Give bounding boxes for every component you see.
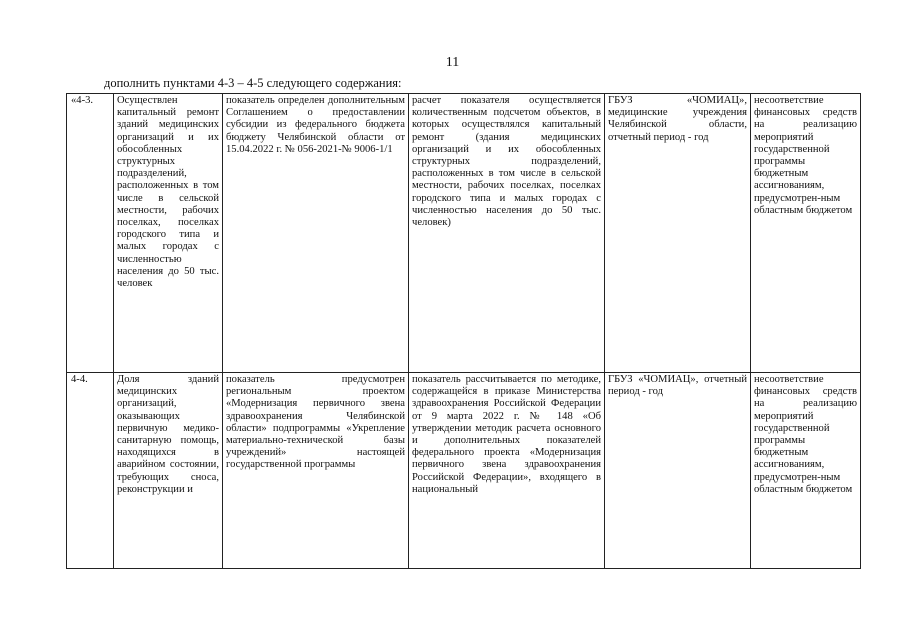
row-number: 4-4. [67,373,114,569]
data-source: ГБУЗ «ЧОМИАЦ», медицинские учреждения Челябинской области, отчетный период - год [605,94,751,373]
calculation-method: показатель рассчитывается по методике, содержащейся в приказе Министерства здравоохранения Российской Федерации от 9 марта 2022 г. № 148 «Об утверждении методик расчета основного и дополнительных показателей федерального проекта «Модернизация первичного звена здравоохранения Российской Федерации», входящего в национальный [409,373,605,569]
risk-factor: несоответствие финансовых средств на реализацию мероприятий государственной программы бюджетным ассигнованиям, предусмотрен-ным областным бюджетом [751,94,861,373]
row-number: «4-3. [67,94,114,373]
indicator-name: Доля зданий медицинских организаций, оказывающих первичную медико-санитарную помощь, находящихся в аварийном состоянии, требующих сноса, реконструкции и [114,373,223,569]
table-row [67,373,861,569]
intro-text: дополнить пунктами 4-3 – 4-5 следующего содержания: [104,76,402,90]
indicator-name: Осуществлен капитальный ремонт зданий медицинских организаций и их обособленных структурных подразделений, расположенных в том числе в сельской местности, рабочих поселках, поселках городского типа и малых городах с численностью населения до 50 тыс. человек [114,94,223,373]
indicator-basis: показатель определен дополнительным Соглашением о предоставлении субсидии из федерального бюджета бюджету Челябинской области от 15.04.2022 г. № 056-2021-№ 9006-1/1 [223,94,409,373]
risk-factor: несоответствие финансовых средств на реализацию мероприятий государственной программы бюджетным ассигнованиям, предусмотрен-ным областным бюджетом [751,373,861,569]
calculation-method: расчет показателя осуществляется количественным подсчетом объектов, в которых осуществлялся капитальный ремонт (здания медицинских организаций и их обособленных структурных подразделений, расположенных в том числе в сельской местности, рабочих поселках, поселках городского типа и малых городах с численностью населения до 50 тыс. человек) [409,94,605,373]
indicators-table [66,93,861,569]
table-row [67,94,861,373]
data-source: ГБУЗ «ЧОМИАЦ», отчетный период - год [605,373,751,569]
page-number: 11 [445,55,460,70]
indicator-basis: показатель предусмотрен региональным проектом «Модернизация первичного звена здравоохранения Челябинской области» подпрограммы «Укрепление материально-технической базы учреждений» настоящей государственной программы [223,373,409,569]
